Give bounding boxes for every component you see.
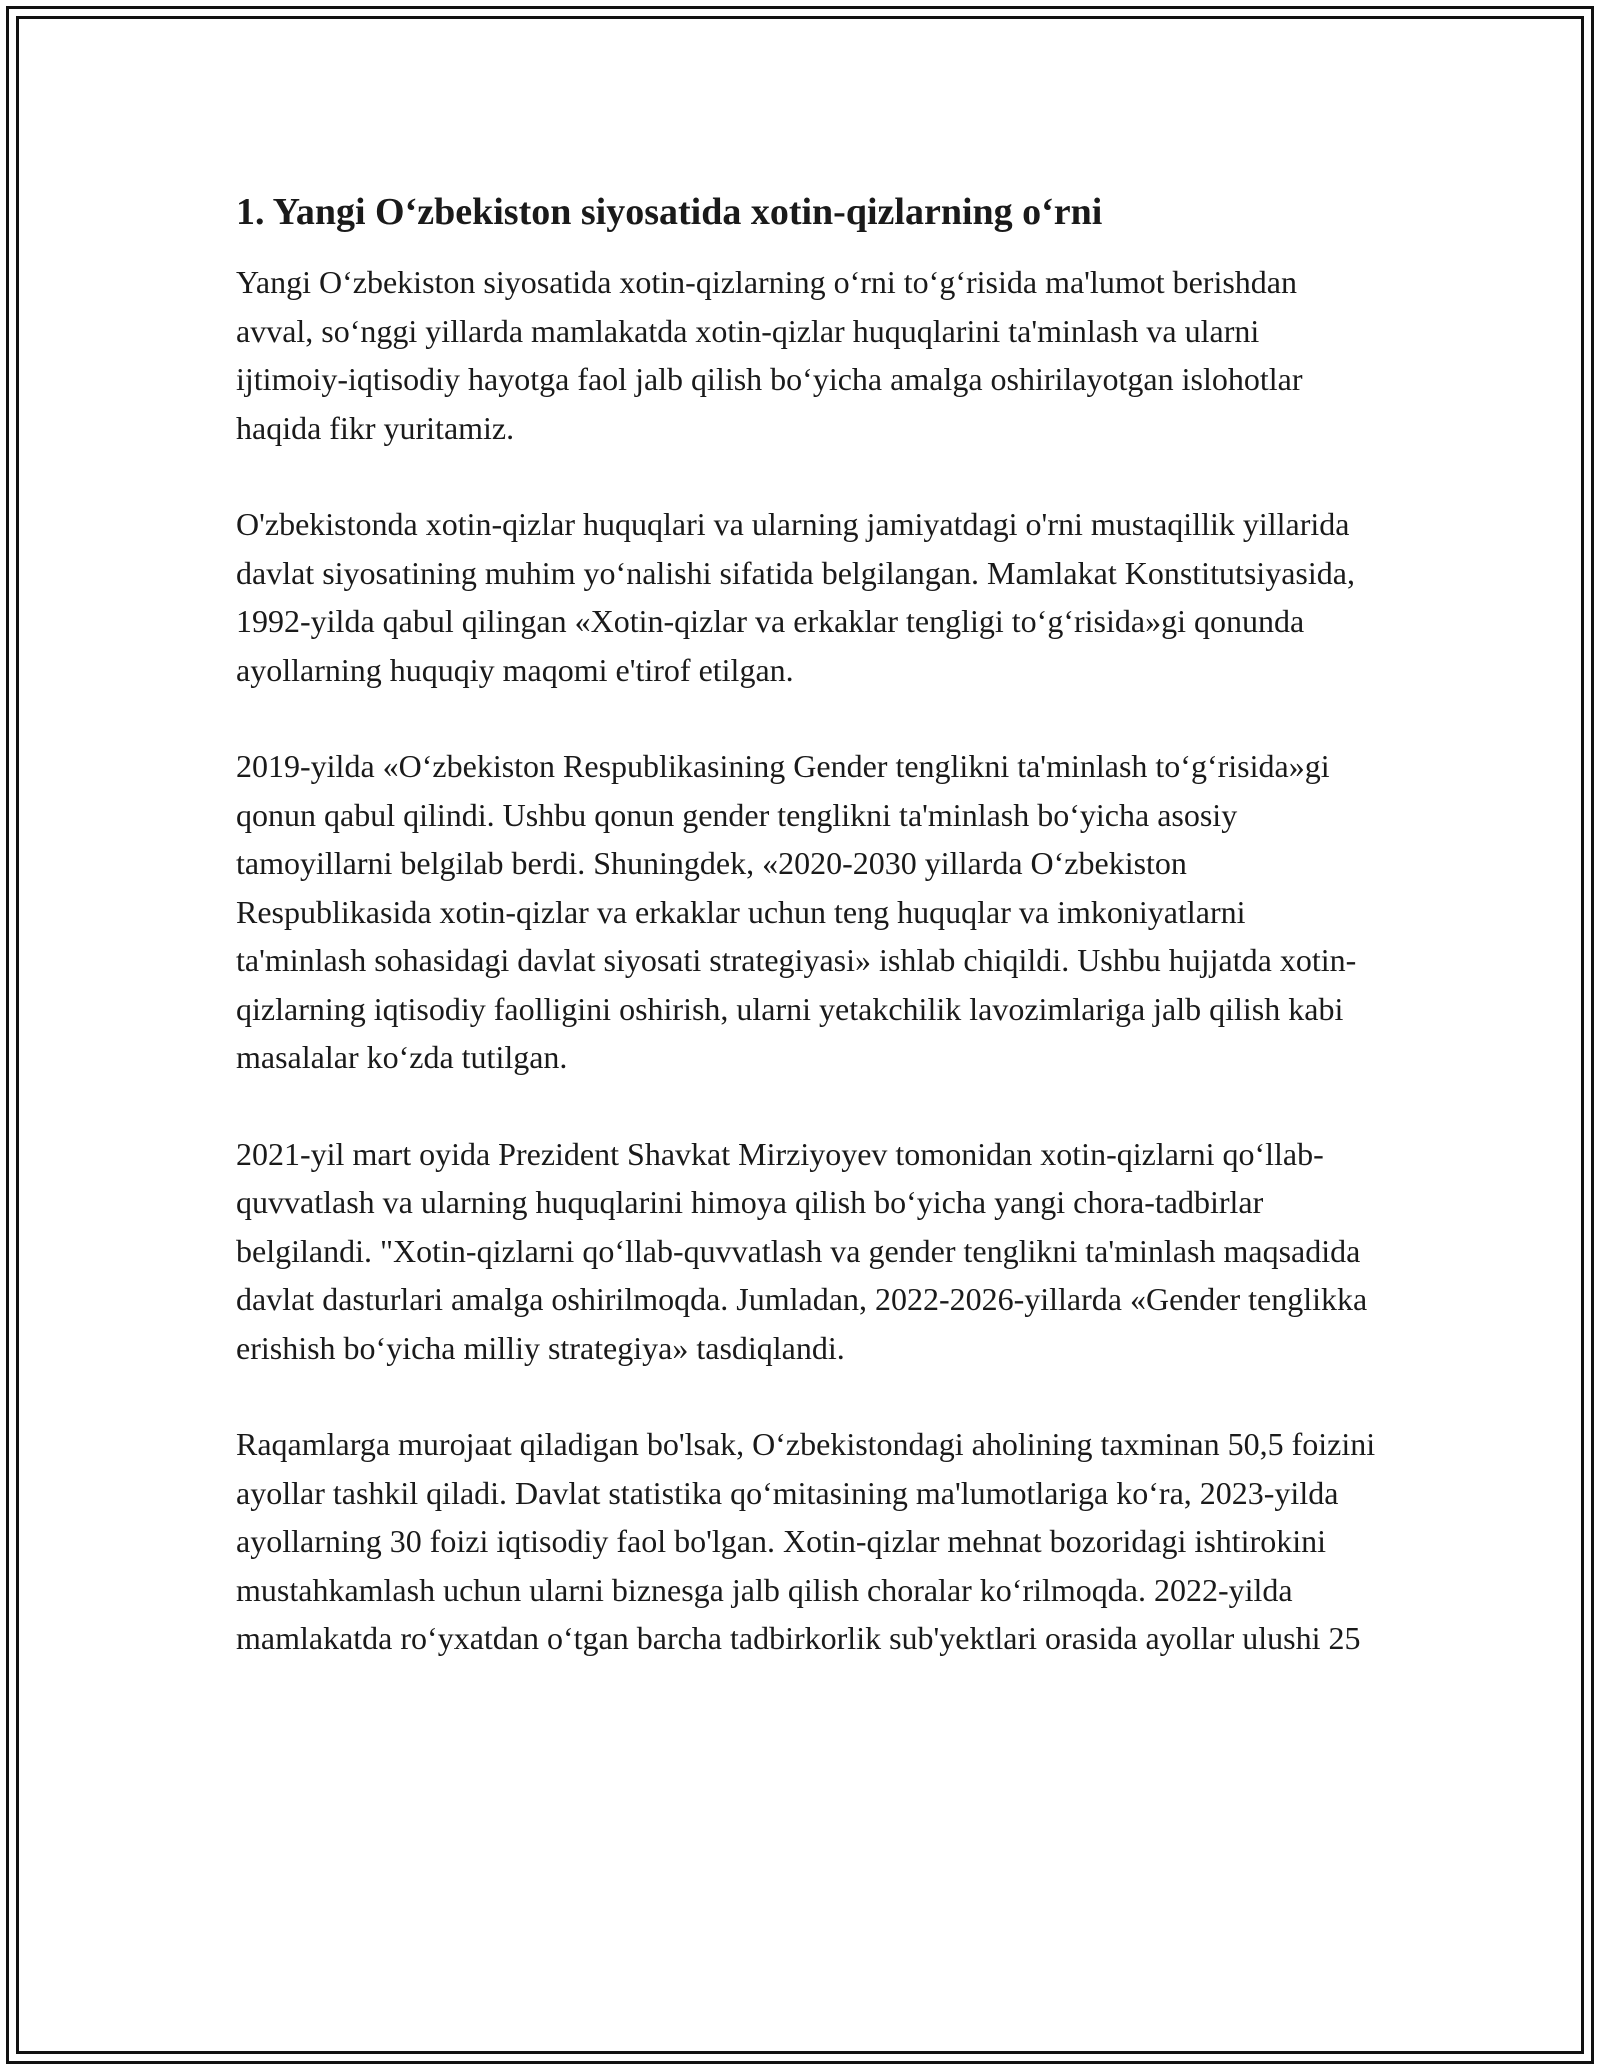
paragraph-2: O'zbekistonda xotin-qizlar huquqlari va ularning jamiyatdagi o'rni mustaqillik yillarida davlat siyosatining muhim yo‘nalishi sifatida belgilangan. Mamlakat Konstitutsiyasida, 1992-yilda qabul qilingan «Xotin-qizlar va erkaklar tengligi to‘g‘risida»gi qonunda ayollarning huquqiy maqomi e'tirof etilgan. <box>236 506 1355 688</box>
paragraph-5: Raqamlarga murojaat qiladigan bo'lsak, O‘zbekistondagi aholining taxminan 50,5 foizini ayollar tashkil qiladi. Davlat statistika qo‘mitasining ma'lumotlariga ko‘ra, 2023-yilda ayollarning 30 foizi iqtisodiy faol bo'lgan. Xotin-qizlar mehnat bozoridagi ishtirokini mustahkamlash uchun ularni biznesga jalb qilish choralar ko‘rilmoqda. 2022-yilda mamlakatda ro‘yxatdan o‘tgan barcha tadbirkorlik sub'yektlari orasida ayollar ulushi 25 <box>236 1426 1376 1656</box>
document-body <box>236 186 1376 1711</box>
paragraph-3: 2019-yilda «O‘zbekiston Respublikasining Gender tenglikni ta'minlash to‘g‘risida»gi qonun qabul qilindi. Ushbu qonun gender tenglikni ta'minlash bo‘yicha asosiy tamoyillarni belgilab berdi. Shuningdek, «2020-2030 yillarda O‘zbekiston Respublikasida xotin-qizlar va erkaklar uchun teng huquqlar va imkoniyatlarni ta'minlash sohasidagi davlat siyosati strategiyasi» ishlab chiqildi. Ushbu hujjatda xotin-qizlarning iqtisodiy faolligini oshirish, ularni yetakchilik lavozimlariga jalb qilish kabi masalalar ko‘zda tutilgan. <box>236 748 1357 1075</box>
paragraph-1: Yangi O‘zbekiston siyosatida xotin-qizlarning o‘rni to‘g‘risida ma'lumot berishdan avval, so‘nggi yillarda mamlakatda xotin-qizlar huquqlarini ta'minlash va ularni ijtimoiy-iqtisodiy hayotga faol jalb qilish bo‘yicha amalga oshirilayotgan islohotlar haqida fikr yuritamiz. <box>236 264 1303 446</box>
section-heading: 1. Yangi O‘zbekiston siyosatida xotin-qizlarning o‘rni <box>236 191 1103 233</box>
paragraph-4: 2021-yil mart oyida Prezident Shavkat Mirziyoyev tomonidan xotin-qizlarni qo‘llab-quvvatlash va ularning huquqlarini himoya qilish bo‘yicha yangi chora-tadbirlar belgilandi. "Xotin-qizlarni qo‘llab-quvvatlash va gender tenglikni ta'minlash maqsadida davlat dasturlari amalga oshirilmoqda. Jumladan, 2022-2026-yillarda «Gender tenglikka erishish bo‘yicha milliy strategiya» tasdiqlandi. <box>236 1135 1368 1366</box>
